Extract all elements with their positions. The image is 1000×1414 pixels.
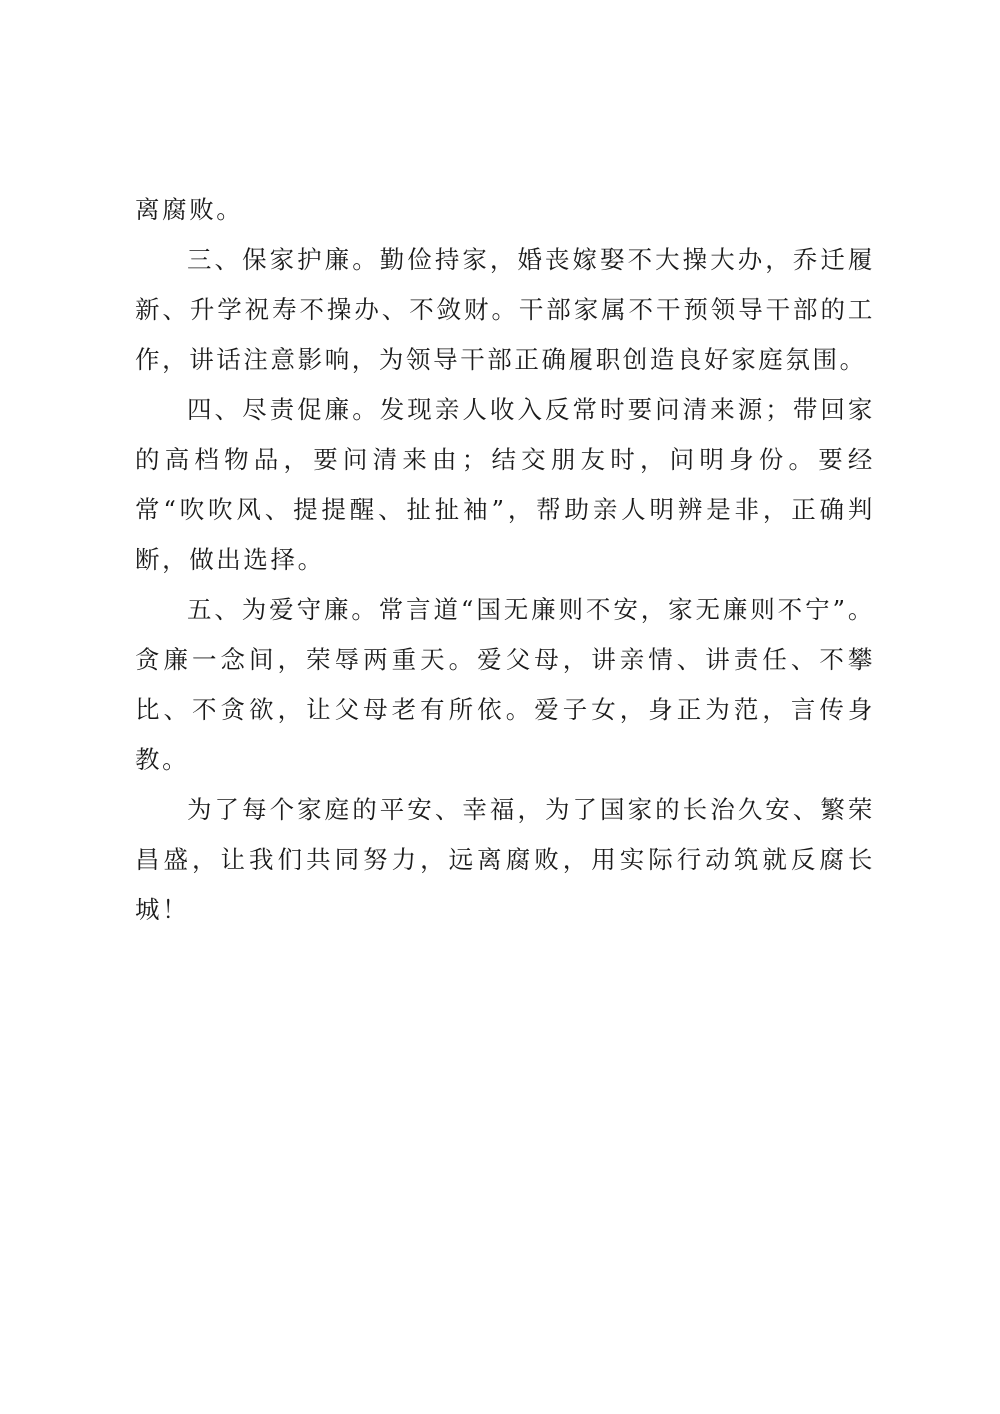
paragraph-guard-integrity: 五、为爱守廉。常言道“国无廉则不安，家无廉则不宁”。贪廉一念间，荣辱两重天。爱父母，讲亲情、讲责任、不攀比、不贪欲，让父母老有所依。爱子女，身正为范，言传身教。 (135, 595, 875, 774)
paragraph-fulfill-duty: 四、尽责促廉。发现亲人收入反常时要问清来源；带回家的高档物品，要问清来由；结交朋友时，问明身份。要经常“吹吹风、提提醒、扯扯袖”，帮助亲人明辨是非，正确判断，做出选择。 (135, 395, 875, 574)
paragraph-continuation: 离腐败。 (135, 195, 244, 224)
paragraph-closing: 为了每个家庭的平安、幸福，为了国家的长治久安、繁荣昌盛，让我们共同努力，远离腐败，用实际行动筑就反腐长城！ (135, 795, 875, 924)
paragraph-protect-family: 三、保家护廉。勤俭持家，婚丧嫁娶不大操大办，乔迁履新、升学祝寿不操办、不敛财。干部家属不干预领导干部的工作，讲话注意影响，为领导干部正确履职创造良好家庭氛围。 (135, 245, 875, 374)
document-body (135, 185, 875, 935)
